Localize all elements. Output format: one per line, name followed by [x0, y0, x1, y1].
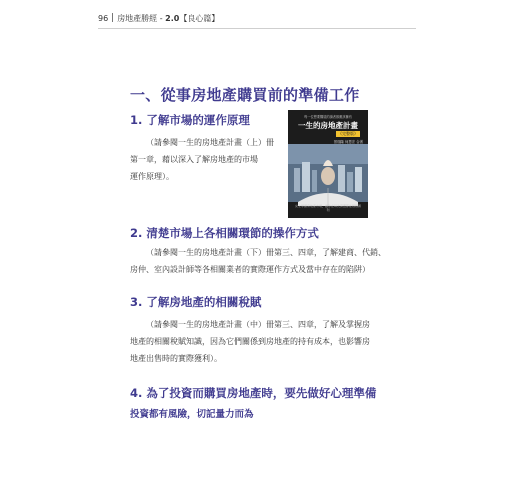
section-body-1: [130, 134, 274, 185]
book-cover-image: [288, 110, 368, 218]
section-heading-4: 4. 為了投資而購買房地產時，要先做好心理準備: [130, 386, 377, 400]
body-line: （請參閱一生的房地產計畫（上）冊: [146, 138, 274, 147]
section-body-3: [130, 316, 370, 367]
section-heading-1: 1. 了解市場的運作原理: [130, 113, 250, 127]
body-line: 地產的相關稅賦知識，因為它們關係到房地產的持有成本，也影響房: [130, 337, 370, 346]
cover-description: 完全掌握房地產市場，讓你在每次買賣都能穩穩獲利: [294, 204, 361, 212]
header-separator: [112, 13, 113, 22]
chapter-title: 一、從事房地產購買前的準備工作: [130, 86, 360, 104]
book-title: 房地產勝經: [117, 14, 158, 23]
page-number: 96: [98, 14, 109, 23]
cover-edition-badge: 《完整版》: [338, 131, 358, 136]
body-line: （請參閱一生的房地產計畫（中）冊第三、四章，了解及掌握房: [146, 320, 370, 329]
running-head: 96 房地產勝經 - 2.0【良心篇】: [98, 14, 220, 23]
body-line: 運作原理）。: [130, 172, 174, 181]
book-volume: 【良心篇】: [179, 14, 220, 23]
section-heading-2: 2. 清楚市場上各相關環節的操作方式: [130, 226, 319, 240]
body-line: 地產出售時的實際獲利）。: [130, 354, 222, 363]
header-rule: [98, 28, 416, 29]
section-body-4: [130, 406, 254, 423]
section-body-2: [130, 244, 386, 278]
body-line: 投資都有風險，切記量力而為: [130, 409, 254, 420]
body-line: （請參閱一生的房地產計畫（下）冊第三、四章，了解建商、代銷、: [146, 248, 386, 257]
cover-title: 一生的房地產計畫: [298, 121, 358, 130]
section-heading-3: 3. 了解房地產的相關稅賦: [130, 295, 262, 309]
book-version: 2.0: [165, 14, 180, 23]
cover-authors: 蔡瑞隆 何思宏 合著: [333, 140, 363, 144]
body-line: 房仲、室內設計師等各相關業者的實際運作方式及當中存在的陷阱）: [130, 265, 370, 274]
cover-tagline: 每一位想要購屋的讀者都應該擁有: [304, 115, 352, 119]
body-line: 第一章，藉以深入了解房地產的市場: [130, 155, 258, 164]
